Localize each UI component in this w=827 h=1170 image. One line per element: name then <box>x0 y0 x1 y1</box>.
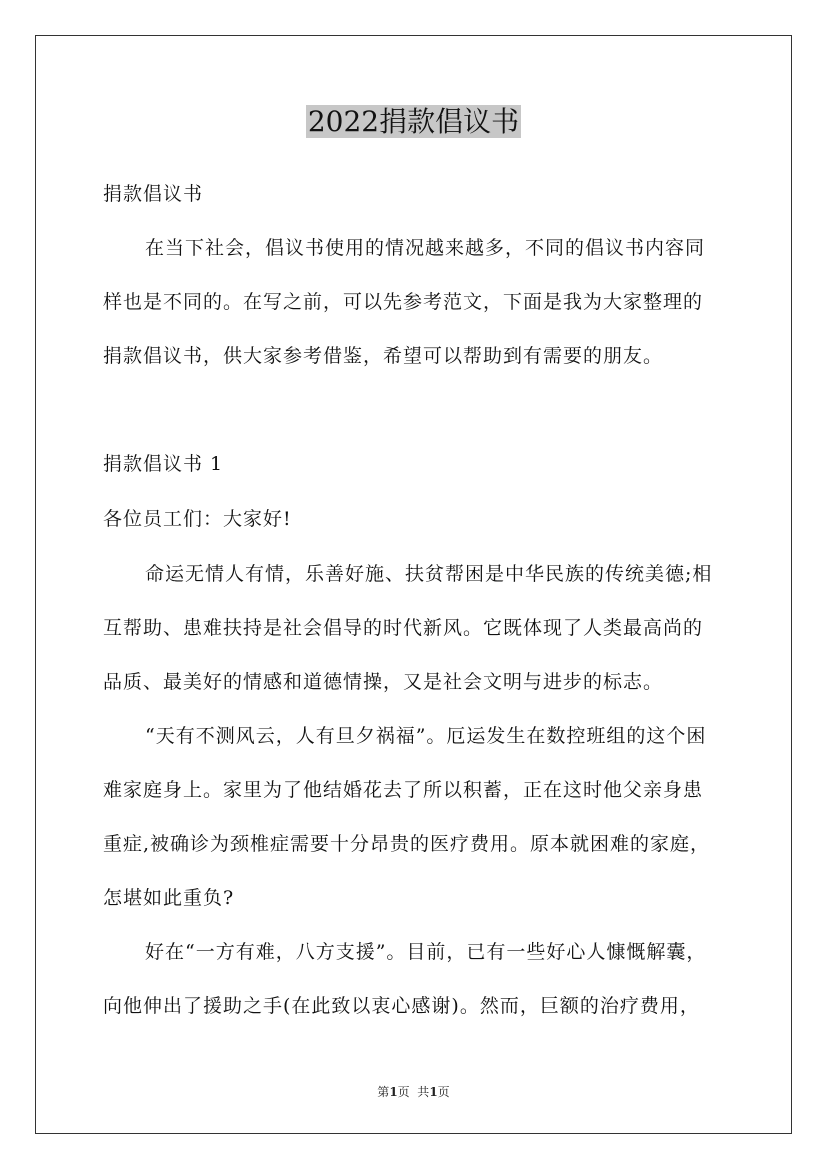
document-title <box>0 102 827 142</box>
section-heading: 捐款倡议书 1 <box>103 453 224 475</box>
paragraph-3-line-2: 向他伸出了援助之手(在此致以衷心感谢)。然而，巨额的治疗费用， <box>103 995 700 1017</box>
paragraph-3-line-1: 好在“一方有难，八方支援”。目前，已有一些好心人慷慨解囊， <box>145 941 707 963</box>
footer-page-number: 1 <box>389 1085 398 1099</box>
footer-page-suffix: 页 <box>437 1085 450 1099</box>
paragraph-2-line-3: 重症,被确诊为颈椎症需要十分昂贵的医疗费用。原本就困难的家庭， <box>103 833 711 855</box>
paragraph-2-line-4: 怎堪如此重负? <box>103 887 235 909</box>
intro-line-3: 捐款倡议书，供大家参考借鉴，希望可以帮助到有需要的朋友。 <box>103 345 664 367</box>
page-footer <box>0 1084 827 1100</box>
footer-page-mid: 页 共 <box>397 1085 430 1099</box>
paragraph-1-line-1: 命运无情人有情，乐善好施、扶贫帮困是中华民族的传统美德;相 <box>145 563 713 585</box>
intro-line-1: 在当下社会，倡议书使用的情况越来越多，不同的倡议书内容同 <box>145 237 706 259</box>
intro-line-2: 样也是不同的。在写之前，可以先参考范文，下面是我为大家整理的 <box>103 291 704 313</box>
document-title-text: 2022捐款倡议书 <box>307 105 520 138</box>
paragraph-1-line-2: 互帮助、患难扶持是社会倡导的时代新风。它既体现了人类最高尚的 <box>103 617 704 639</box>
greeting-line: 各位员工们：大家好! <box>103 508 292 530</box>
paragraph-2-line-1: “天有不测风云，人有旦夕祸福”。厄运发生在数控班组的这个困 <box>145 725 707 747</box>
paragraph-2-line-2: 难家庭身上。家里为了他结婚花去了所以积蓄，正在这时他父亲身患 <box>103 779 704 801</box>
footer-page-total: 1 <box>429 1085 438 1099</box>
document-subtitle: 捐款倡议书 <box>103 183 204 205</box>
footer-page-prefix: 第 <box>377 1085 390 1099</box>
paragraph-1-line-3: 品质、最美好的情感和道德情操，又是社会文明与进步的标志。 <box>103 671 664 693</box>
